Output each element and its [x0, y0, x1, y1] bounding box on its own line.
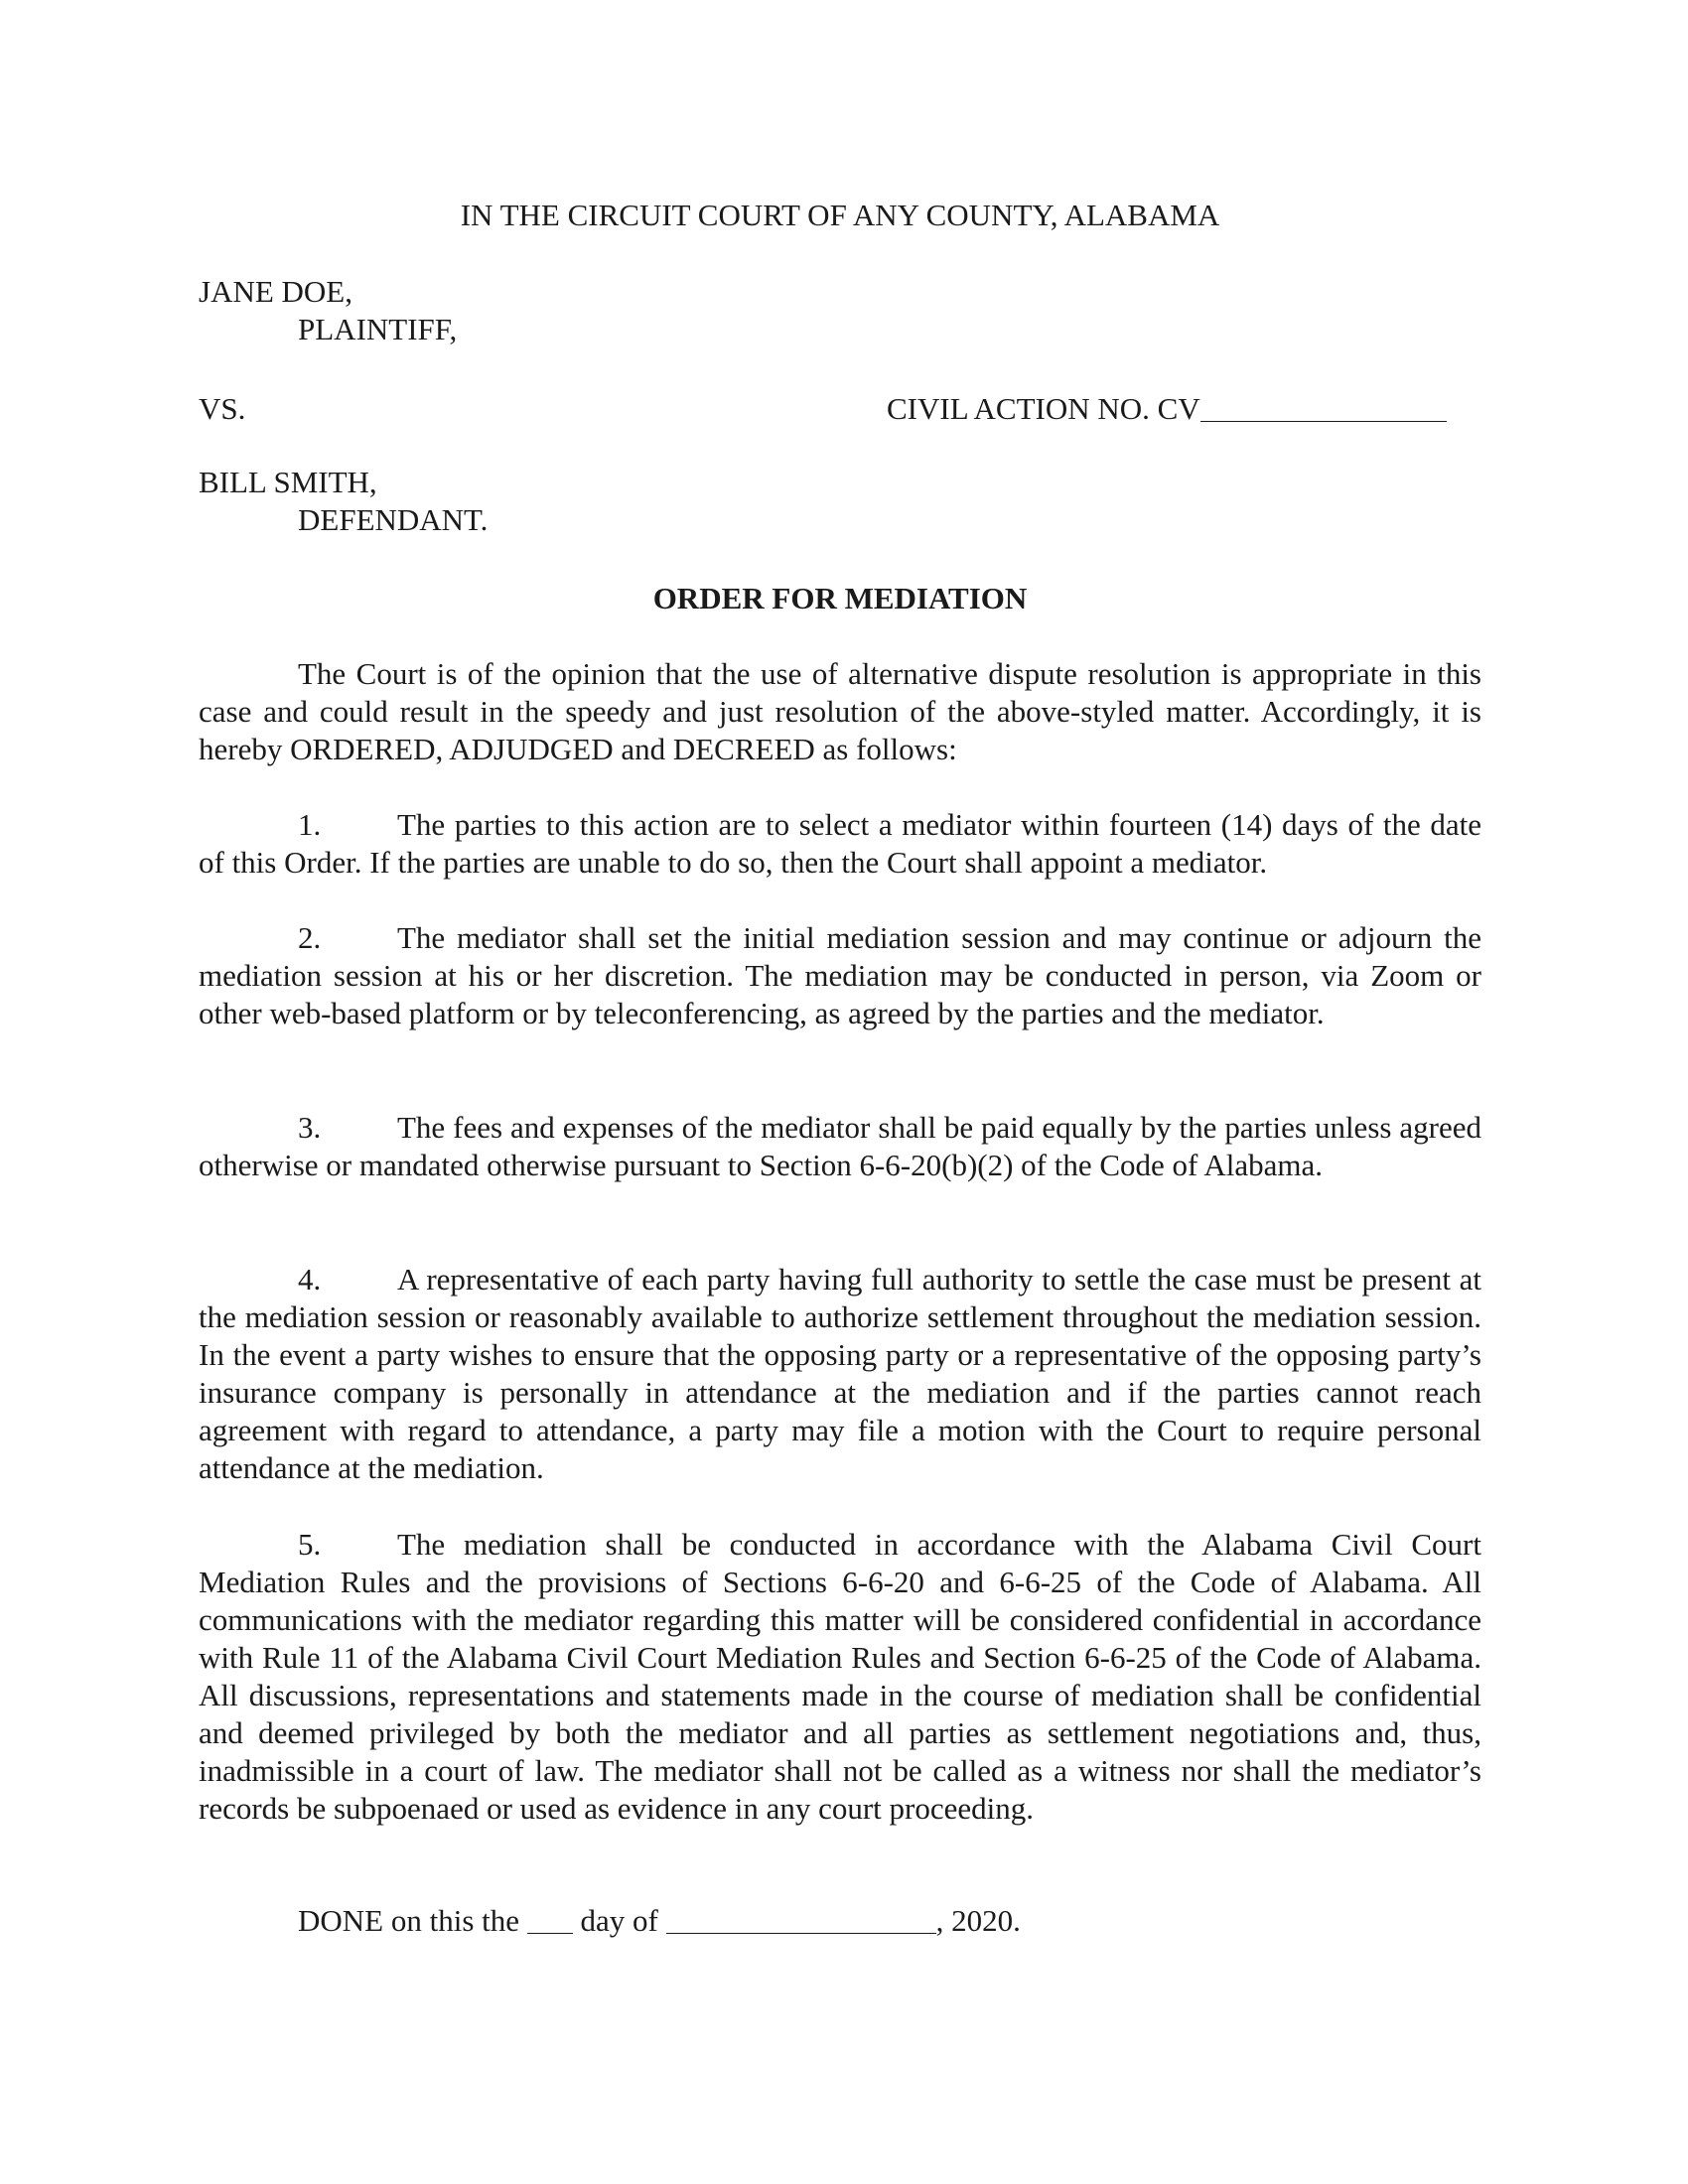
caption-line — [199, 390, 1481, 428]
done-suffix: , 2020. — [935, 1903, 1021, 1938]
paragraph-text: A representative of each party having full authority to settle the case must be present at the mediation session or reasonably available to authorize settlement throughout the mediation session. In the event a party wishes to ensure that the opposing party or a representative of the opposing party’s insurance company is personally in attendance at the mediation and if the parties cannot reach agreement with regard to attendance, a party may file a motion with the Court to require personal attendance at the mediation. — [199, 1262, 1481, 1485]
numbered-paragraph-5 — [199, 1526, 1481, 1828]
numbered-paragraph-3 — [199, 1109, 1481, 1184]
document-page — [199, 0, 1481, 2184]
paragraph-number: 1. — [298, 807, 322, 842]
numbered-paragraph-2 — [199, 919, 1481, 1032]
plaintiff-block — [199, 273, 457, 348]
civil-action-number — [887, 390, 1447, 428]
plaintiff-role: PLAINTIFF, — [298, 312, 458, 346]
defendant-name: BILL SMITH, — [199, 465, 377, 499]
versus-label: VS. — [199, 391, 246, 426]
done-middle: day of — [580, 1903, 658, 1938]
numbered-paragraph-4 — [199, 1261, 1481, 1487]
case-number-blank — [1200, 393, 1447, 422]
intro-paragraph — [199, 655, 1481, 768]
day-blank — [527, 1905, 573, 1934]
paragraph-number: 3. — [298, 1110, 322, 1145]
paragraph-number: 5. — [298, 1527, 322, 1562]
paragraph-number: 2. — [298, 920, 322, 955]
plaintiff-name: JANE DOE, — [199, 274, 352, 309]
paragraph-number: 4. — [298, 1262, 322, 1297]
paragraph-text: The mediation shall be conducted in accordance with the Alabama Civil Court Mediation Rules and the provisions of Sections 6-6-20 and 6-6-25 of the Code of Alabama. All communications with the mediator regarding this matter will be considered confidential in accordance with Rule 11 of the Alabama Civil Court Mediation Rules and Section 6-6-25 of the Code of Alabama. All discussions, representations and statements made in the course of mediation shall be confidential and deemed privileged by both the mediator and all parties as settlement negotiations and, thus, inadmissible in a court of law. The mediator shall not be called as a witness nor shall the mediator’s records be subpoenaed or used as evidence in any court proceeding. — [199, 1527, 1481, 1826]
paragraph-text: The fees and expenses of the mediator shall be paid equally by the parties unless agreed otherwise or mandated otherwise pursuant to Section 6-6-20(b)(2) of the Code of Alabama. — [199, 1110, 1481, 1182]
paragraph-text: The mediator shall set the initial mediation session and may continue or adjourn the mediation session at his or her discretion. The mediation may be conducted in person, via Zoom or other web-based platform or by teleconferencing, as agreed by the parties and the mediator. — [199, 920, 1481, 1030]
done-prefix: DONE on this the — [298, 1903, 520, 1938]
document-title: ORDER FOR MEDIATION — [652, 581, 1028, 615]
month-blank — [666, 1905, 936, 1934]
court-header: IN THE CIRCUIT COURT OF ANY COUNTY, ALABAMA — [460, 198, 1220, 232]
civil-action-label: CIVIL ACTION NO. CV — [887, 391, 1200, 426]
paragraph-text: The parties to this action are to select a mediator within fourteen (14) days of the date of this Order. If the parties are unable to do so, then the Court shall appoint a mediator. — [199, 807, 1481, 880]
numbered-paragraph-1 — [199, 806, 1481, 882]
intro-text: The Court is of the opinion that the use of alternative dispute resolution is appropriate in this case and could result in the speedy and just resolution of the above-styled matter. Accordingly, it is hereby ORDERED, ADJUDGED and DECREED as follows: — [199, 656, 1481, 766]
defendant-role: DEFENDANT. — [298, 502, 489, 537]
done-signature-line — [298, 1902, 1021, 1940]
defendant-block — [199, 464, 488, 539]
